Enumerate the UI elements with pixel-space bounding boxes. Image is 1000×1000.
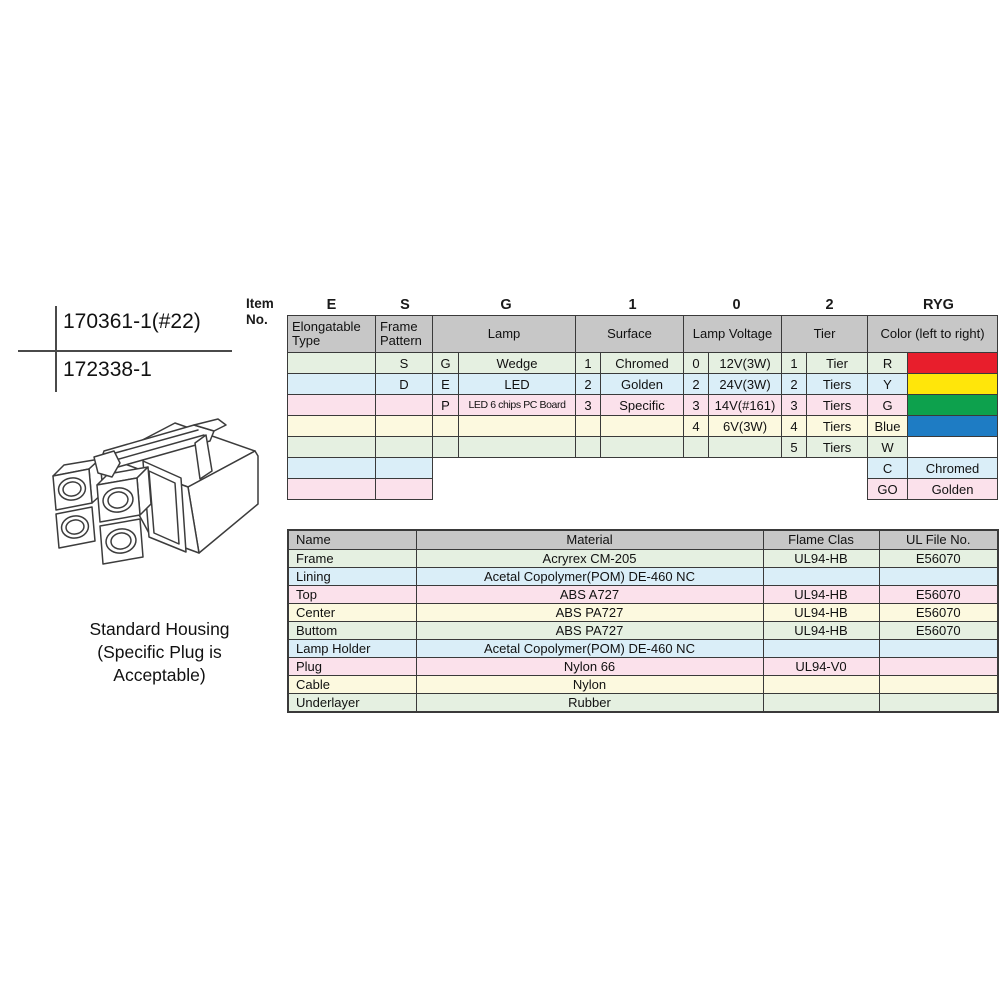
header-frame-pattern: Frame Pattern [376, 316, 433, 353]
cell-frame: S [376, 353, 433, 374]
housing-caption-line3: Acceptable) [113, 664, 206, 685]
cell-color-name: Chromed [908, 458, 998, 479]
cell-color-code: Y [868, 374, 908, 395]
cell-tier-code: 1 [782, 353, 807, 374]
cell-ul [879, 658, 998, 676]
cell-frame [376, 437, 433, 458]
cell-tier: Tier [807, 353, 868, 374]
cell-name: Frame [288, 550, 416, 568]
item-no-line1: Item [246, 296, 274, 311]
cell-name: Lining [288, 568, 416, 586]
cell-ul [879, 694, 998, 712]
cell-voltage-code: 4 [684, 416, 709, 437]
header-ul-file: UL File No. [879, 530, 998, 550]
part-number-divider-horizontal [18, 350, 232, 352]
cell-voltage-code: 2 [684, 374, 709, 395]
header-elongatable-type: Elongatable Type [288, 316, 376, 353]
cell-elongatable [288, 395, 376, 416]
cell-voltage-code: 3 [684, 395, 709, 416]
cell-material: ABS PA727 [416, 622, 763, 640]
cell-tier-code: 5 [782, 437, 807, 458]
header-flame-class: Flame Clas [763, 530, 879, 550]
cell-elongatable [288, 458, 376, 479]
order-row-1 [288, 353, 998, 374]
housing-caption-line2: (Specific Plug is [97, 641, 222, 662]
cell-lamp: LED 6 chips PC Board [459, 395, 576, 416]
cell-surface-code [576, 416, 601, 437]
material-row-top [288, 586, 998, 604]
cell-name: Lamp Holder [288, 640, 416, 658]
cell-name: Underlayer [288, 694, 416, 712]
cell-flame [763, 676, 879, 694]
cell-color-name: Golden [908, 479, 998, 500]
material-row-cable [288, 676, 998, 694]
part-number-primary: 170361-1(#22) [63, 310, 201, 333]
part-number-divider-vertical [55, 306, 57, 392]
cell-frame [376, 416, 433, 437]
header-tier: Tier [782, 316, 868, 353]
cell-material: ABS A727 [416, 586, 763, 604]
cell-tier-code: 3 [782, 395, 807, 416]
cell-frame [376, 395, 433, 416]
header-surface: Surface [576, 316, 684, 353]
cell-lamp-code [433, 437, 459, 458]
cell-tier: Tiers [807, 395, 868, 416]
cell-tier: Tiers [807, 374, 868, 395]
cell-name: Top [288, 586, 416, 604]
cell-tier: Tiers [807, 437, 868, 458]
cell-flame: UL94-HB [763, 604, 879, 622]
cell-material: Nylon 66 [416, 658, 763, 676]
cell-flame: UL94-HB [763, 586, 879, 604]
housing-drawing [48, 401, 263, 566]
cell-color-code: GO [868, 479, 908, 500]
header-material: Material [416, 530, 763, 550]
cell-lamp [459, 416, 576, 437]
cell-frame [376, 479, 433, 500]
material-row-lining [288, 568, 998, 586]
header-color: Color (left to right) [868, 316, 998, 353]
cell-surface: Golden [601, 374, 684, 395]
cell-name: Cable [288, 676, 416, 694]
cell-lamp-code [433, 416, 459, 437]
cell-surface-code: 2 [576, 374, 601, 395]
cell-material: Rubber [416, 694, 763, 712]
cell-material: Acetal Copolymer(POM) DE-460 NC [416, 640, 763, 658]
item-no-line2: No. [246, 312, 268, 328]
cell-voltage-code [684, 437, 709, 458]
color-swatch-yellow [908, 374, 998, 395]
cell-ul: E56070 [879, 622, 998, 640]
cell-ul: E56070 [879, 586, 998, 604]
cell-voltage: 24V(3W) [709, 374, 782, 395]
code-color: RYG [923, 297, 954, 313]
header-name: Name [288, 530, 416, 550]
material-row-lamp-holder [288, 640, 998, 658]
cell-name: Center [288, 604, 416, 622]
material-row-underlayer [288, 694, 998, 712]
cell-elongatable [288, 479, 376, 500]
cell-flame: UL94-HB [763, 550, 879, 568]
color-swatch-white [908, 437, 998, 458]
housing-caption [52, 618, 267, 686]
cell-material: Acetal Copolymer(POM) DE-460 NC [416, 568, 763, 586]
cell-voltage [709, 437, 782, 458]
cell-flame [763, 640, 879, 658]
material-row-buttom [288, 622, 998, 640]
cell-frame: D [376, 374, 433, 395]
cell-name: Buttom [288, 622, 416, 640]
cell-ul [879, 568, 998, 586]
code-elongatable: E [326, 297, 337, 313]
cell-surface-code: 3 [576, 395, 601, 416]
material-row-center [288, 604, 998, 622]
cell-flame [763, 694, 879, 712]
order-row-4 [288, 416, 998, 437]
order-row-3 [288, 395, 998, 416]
cell-voltage: 6V(3W) [709, 416, 782, 437]
code-lamp-voltage: 0 [732, 297, 741, 313]
cell-tier-code: 2 [782, 374, 807, 395]
cell-color-code: G [868, 395, 908, 416]
cell-ul: E56070 [879, 550, 998, 568]
cell-flame: UL94-HB [763, 622, 879, 640]
header-lamp: Lamp [433, 316, 576, 353]
item-no-label [246, 296, 274, 328]
cell-surface-code: 1 [576, 353, 601, 374]
order-code-row [287, 295, 1000, 315]
cell-color-code: Blue [868, 416, 908, 437]
cell-surface: Specific [601, 395, 684, 416]
cell-surface: Chromed [601, 353, 684, 374]
color-swatch-green [908, 395, 998, 416]
cell-lamp-code: G [433, 353, 459, 374]
color-swatch-blue [908, 416, 998, 437]
cell-ul [879, 676, 998, 694]
cell-voltage: 12V(3W) [709, 353, 782, 374]
material-table [287, 529, 999, 713]
material-table-section [287, 529, 999, 713]
cell-material: Nylon [416, 676, 763, 694]
cell-name: Plug [288, 658, 416, 676]
cell-color-code: W [868, 437, 908, 458]
order-row-7 [288, 479, 998, 500]
cell-elongatable [288, 437, 376, 458]
order-row-6 [288, 458, 998, 479]
cell-color-code: C [868, 458, 908, 479]
order-table [287, 315, 998, 500]
cell-lamp-code: E [433, 374, 459, 395]
cell-elongatable [288, 374, 376, 395]
housing-caption-line1: Standard Housing [89, 619, 230, 639]
cell-frame [376, 458, 433, 479]
cell-elongatable [288, 416, 376, 437]
cell-flame [763, 568, 879, 586]
cell-surface [601, 416, 684, 437]
order-row-2 [288, 374, 998, 395]
gap-cell [433, 458, 868, 479]
cell-ul: E56070 [879, 604, 998, 622]
cell-material: Acryrex CM-205 [416, 550, 763, 568]
cell-material: ABS PA727 [416, 604, 763, 622]
cell-lamp [459, 437, 576, 458]
cell-color-code: R [868, 353, 908, 374]
code-lamp: G [500, 297, 512, 313]
code-tier: 2 [825, 297, 834, 313]
cell-flame: UL94-V0 [763, 658, 879, 676]
order-row-5 [288, 437, 998, 458]
cell-surface [601, 437, 684, 458]
cell-voltage-code: 0 [684, 353, 709, 374]
header-lamp-voltage: Lamp Voltage [684, 316, 782, 353]
cell-tier: Tiers [807, 416, 868, 437]
part-number-secondary: 172338-1 [63, 358, 152, 381]
order-table-section [287, 295, 1000, 500]
gap-cell [433, 479, 868, 500]
cell-elongatable [288, 353, 376, 374]
cell-ul [879, 640, 998, 658]
code-surface: 1 [628, 297, 637, 313]
cell-tier-code: 4 [782, 416, 807, 437]
code-frame-pattern: S [400, 297, 410, 313]
cell-lamp-code: P [433, 395, 459, 416]
cell-lamp: LED [459, 374, 576, 395]
cell-surface-code [576, 437, 601, 458]
material-header-row [288, 530, 998, 550]
cell-voltage: 14V(#161) [709, 395, 782, 416]
color-swatch-red [908, 353, 998, 374]
order-table-header-row [288, 316, 998, 353]
material-row-plug [288, 658, 998, 676]
cell-lamp: Wedge [459, 353, 576, 374]
material-row-frame [288, 550, 998, 568]
